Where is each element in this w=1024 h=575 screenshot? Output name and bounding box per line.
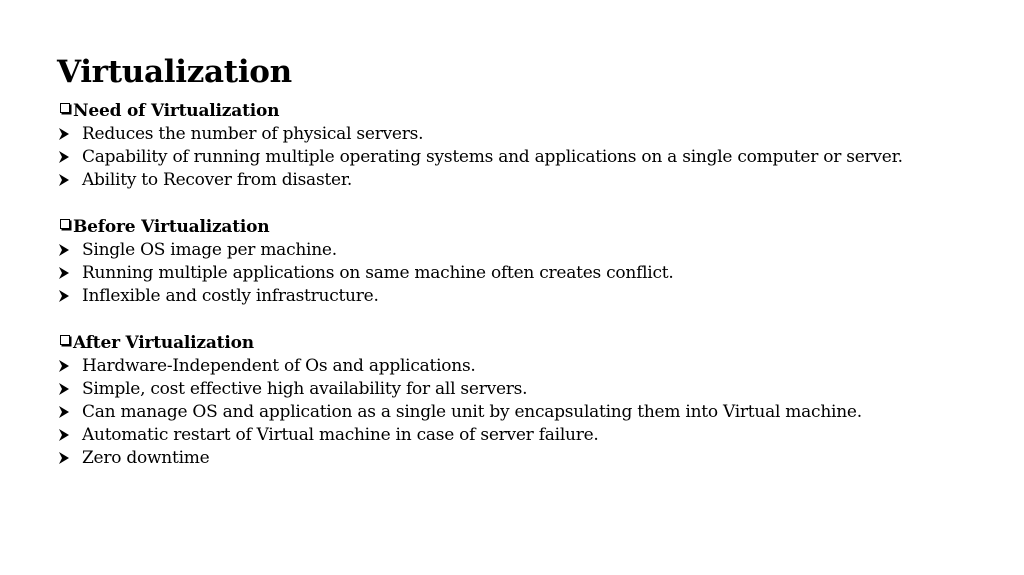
arrow-bullet-icon (57, 447, 82, 470)
arrow-bullet-icon (57, 424, 82, 447)
list-item (57, 424, 987, 447)
arrow-bullet-icon (57, 169, 82, 192)
section-heading (57, 331, 987, 355)
list-item-text: Inflexible and costly infrastructure. (82, 286, 379, 306)
list-item-text: Reduces the number of physical servers. (82, 124, 424, 144)
arrow-bullet-icon (57, 378, 82, 401)
section-need-of-virtualization (57, 99, 987, 192)
list-item (57, 169, 987, 192)
list-item (57, 262, 987, 285)
checkbox-bullet-icon (60, 103, 70, 113)
list-item (57, 447, 987, 470)
section-before-virtualization (57, 215, 987, 308)
checkbox-bullet-icon (60, 219, 70, 229)
list-item (57, 123, 987, 146)
section-heading-text: Need of Virtualization (73, 101, 280, 121)
section-heading-text: Before Virtualization (73, 217, 270, 237)
slide-title: Virtualization (57, 54, 292, 90)
arrow-bullet-icon (57, 239, 82, 262)
list-item (57, 401, 987, 424)
list-item (57, 285, 987, 308)
section-after-virtualization (57, 331, 987, 470)
bullet-list (57, 355, 987, 470)
slide-content (57, 99, 987, 470)
arrow-bullet-icon (57, 285, 82, 308)
list-item-text: Automatic restart of Virtual machine in case of server failure. (82, 425, 599, 445)
list-item-text: Hardware-Independent of Os and applications. (82, 356, 476, 376)
section-heading (57, 99, 987, 123)
list-item (57, 355, 987, 378)
arrow-bullet-icon (57, 123, 82, 146)
section-heading-text: After Virtualization (73, 333, 254, 353)
arrow-bullet-icon (57, 355, 82, 378)
list-item (57, 146, 987, 169)
bullet-list (57, 239, 987, 308)
arrow-bullet-icon (57, 146, 82, 169)
list-item-text: Capability of running multiple operating systems and applications on a single computer or server. (82, 147, 903, 167)
arrow-bullet-icon (57, 262, 82, 285)
list-item-text: Zero downtime (82, 448, 210, 468)
list-item-text: Simple, cost effective high availability for all servers. (82, 379, 528, 399)
list-item (57, 239, 987, 262)
section-heading (57, 215, 987, 239)
list-item-text: Can manage OS and application as a single unit by encapsulating them into Virtual machine. (82, 402, 862, 422)
list-item-text: Single OS image per machine. (82, 240, 337, 260)
list-item-text: Running multiple applications on same machine often creates conflict. (82, 263, 674, 283)
arrow-bullet-icon (57, 401, 82, 424)
checkbox-bullet-icon (60, 335, 70, 345)
list-item-text: Ability to Recover from disaster. (82, 170, 352, 190)
list-item (57, 378, 987, 401)
bullet-list (57, 123, 987, 192)
